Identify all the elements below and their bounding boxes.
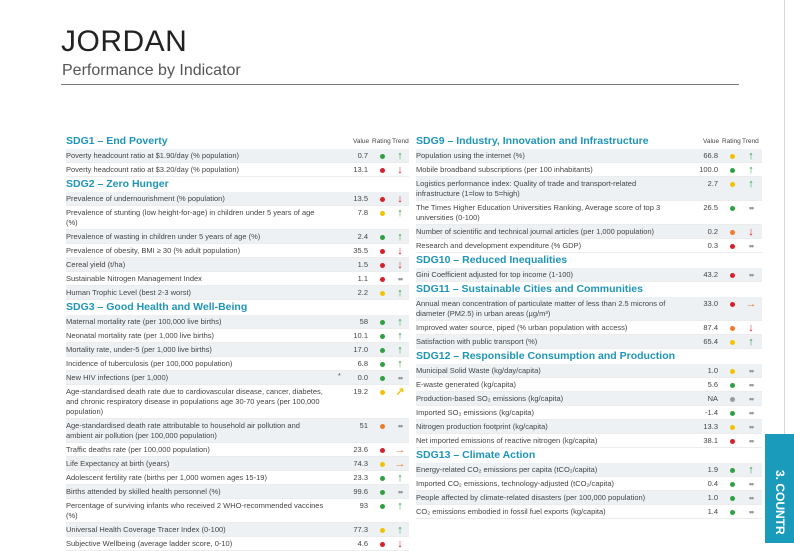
indicator-row [66,192,409,206]
trend-arrow-down-icon: ↓ [397,193,403,205]
indicator-value: 23.6 [353,445,368,454]
indicator-label: New HIV infections (per 1,000) [66,373,169,382]
indicator-value: 13.1 [353,165,368,174]
indicator-value: 0.0 [357,373,368,382]
trend-na-icon: •• [748,203,754,213]
indicator-value: 23.3 [353,473,368,482]
indicator-value: 17.0 [353,345,368,354]
trend-arrow-down-icon: ↓ [397,164,403,176]
trend-arrow-up-icon: ↑ [397,231,403,243]
indicator-row [416,268,762,282]
rating-dot-red [380,249,385,254]
sdg-heading: SDG3 – Good Health and Well-Being [66,301,248,313]
rating-dot-grey [730,397,735,402]
indicator-row [66,343,409,357]
indicator-value: -1.4 [705,408,718,417]
indicator-row [416,239,762,253]
indicator-row [66,457,409,471]
indicator-row [66,286,409,300]
trend-arrow-down-icon: ↓ [397,259,403,271]
rating-dot-yellow [730,154,735,159]
indicator-value: 10.1 [353,331,368,340]
indicator-label: Percentage of surviving infants who received 2 WHO-recommended vaccines (%) [66,501,324,520]
trend-column-header: Trend [392,138,409,145]
indicator-row [416,225,762,239]
indicator-row [416,406,762,420]
trend-na-icon: •• [397,274,403,284]
indicator-row [416,321,762,335]
trend-na-icon: •• [748,380,754,390]
rating-dot-yellow [730,369,735,374]
indicator-value: 2.2 [357,288,368,297]
trend-na-icon: •• [397,421,403,431]
trend-na-icon: •• [748,422,754,432]
indicator-label: Imported SO₂ emissions (kg/capita) [416,408,534,417]
rating-dot-red [380,263,385,268]
indicator-row [66,315,409,329]
rating-dot-green [730,411,735,416]
sdg-heading: SDG10 – Reduced Inequalities [416,254,568,266]
indicator-value: 66.8 [703,151,718,160]
indicator-row [66,258,409,272]
indicator-label: Population using the internet (%) [416,151,525,160]
value-column-header: Value [353,138,370,145]
indicator-value: 1.9 [707,465,718,474]
indicator-row [416,505,762,519]
indicator-value: 51 [359,421,368,430]
rating-dot-red [380,168,385,173]
sdg-heading: SDG2 – Zero Hunger [66,178,169,190]
trend-arrow-up-icon: ↑ [397,330,403,342]
trend-arrow-up-icon: ↑ [397,207,403,219]
indicator-row [416,297,762,321]
trend-arrow-down-icon: ↓ [748,226,754,238]
indicator-value: 19.2 [353,387,368,396]
indicator-row [416,491,762,505]
indicator-label: Research and development expenditure (% GDP) [416,241,582,250]
indicator-row [416,463,762,477]
rating-dot-red [730,273,735,278]
rating-dot-yellow [730,340,735,345]
indicator-label: Poverty headcount ratio at $3.20/day (% population) [66,165,240,174]
rating-dot-green [380,376,385,381]
indicator-value: 1.1 [357,274,368,283]
trend-arrow-up-icon: ↑ [397,287,403,299]
value-column-header: Value [703,138,720,145]
rating-dot-yellow [380,211,385,216]
trend-arrow-up-icon: ↑ [397,500,403,512]
trend-na-icon: •• [748,493,754,503]
indicator-label: Imported CO₂ emissions, technology-adjusted (tCO₂/capita) [416,479,614,488]
indicator-value: 58 [359,317,368,326]
title-divider [61,84,739,85]
trend-arrow-down-icon: ↓ [397,245,403,257]
indicator-value: 2.4 [357,232,368,241]
indicator-row [66,163,409,177]
trend-na-icon: •• [748,436,754,446]
column-headers [66,136,409,146]
trend-arrow-right-icon: → [394,444,406,456]
page-title: JORDAN [61,25,188,58]
indicator-value: 0.4 [707,479,718,488]
right-indicator-column [416,134,762,519]
indicator-row [416,378,762,392]
indicator-row [416,477,762,491]
rating-dot-green [730,206,735,211]
rating-dot-yellow [730,182,735,187]
rating-column-header: Rating [372,138,391,145]
trend-na-icon: •• [748,270,754,280]
sdg-heading: SDG13 – Climate Action [416,449,536,461]
trend-arrow-up-icon: ↑ [397,524,403,536]
rating-dot-yellow [380,291,385,296]
trend-na-icon: •• [748,479,754,489]
indicator-label: Gini Coefficient adjusted for top income (1-100) [416,270,574,279]
rating-dot-green [380,235,385,240]
rating-dot-red [730,439,735,444]
indicator-row [66,329,409,343]
indicator-value: 1.0 [707,493,718,502]
left-indicator-column [66,134,409,551]
section-side-tab-label: 3. COUNTR [773,470,787,535]
trend-arrow-up-icon: ↑ [397,472,403,484]
indicator-value: 1.4 [707,507,718,516]
indicator-row [416,163,762,177]
indicator-value: 1.5 [357,260,368,269]
indicator-label: CO₂ emissions embodied in fossil fuel exports (kg/capita) [416,507,606,516]
indicator-value: 65.4 [703,337,718,346]
indicator-row [66,230,409,244]
trend-arrow-down-icon: ↓ [748,322,754,334]
rating-dot-green [730,510,735,515]
indicator-row [66,206,409,230]
indicator-label: Municipal Solid Waste (kg/day/capita) [416,366,541,375]
indicator-value: 35.5 [353,246,368,255]
indicator-value: 38.1 [703,436,718,445]
trend-arrow-up-icon: ↑ [397,344,403,356]
indicator-label: Sustainable Nitrogen Management Index [66,274,202,283]
trend-arrow-right-icon: → [745,298,757,310]
indicator-value: 26.5 [703,203,718,212]
data-note-asterisk: * [338,373,341,380]
rating-dot-green [730,468,735,473]
indicator-row [66,523,409,537]
trend-arrow-up-icon: ↑ [748,150,754,162]
indicator-row [416,201,762,225]
trend-column-header: Trend [742,138,759,145]
indicator-label: E-waste generated (kg/capita) [416,380,517,389]
indicator-row [66,537,409,551]
indicator-row [66,385,409,419]
indicator-label: Nitrogen production footprint (kg/capita) [416,422,548,431]
rating-dot-yellow [380,462,385,467]
indicator-label: Energy-related CO₂ emissions per capita (tCO₂/capita) [416,465,598,474]
trend-arrow-up-icon: ↑ [748,336,754,348]
sdg-heading: SDG1 – End Poverty [66,135,168,147]
indicator-label: Prevalence of obesity, BMI ≥ 30 (% adult population) [66,246,241,255]
rating-dot-orange [730,326,735,331]
rating-dot-orange [380,424,385,429]
indicator-value: 77.3 [353,525,368,534]
rating-dot-green [380,490,385,495]
indicator-row [416,335,762,349]
trend-na-icon: •• [397,373,403,383]
indicator-row [66,471,409,485]
indicator-row [66,244,409,258]
trend-arrow-down-icon: ↓ [397,538,403,550]
trend-na-icon: •• [748,408,754,418]
trend-arrow-up-icon: ↑ [748,178,754,190]
rating-dot-red [730,302,735,307]
rating-dot-orange [730,230,735,235]
indicator-label: Mortality rate, under-5 (per 1,000 live births) [66,345,212,354]
sdg-heading: SDG9 – Industry, Innovation and Infrastructure [416,135,649,147]
indicator-value: 0.2 [707,227,718,236]
indicator-label: Adolescent fertility rate (births per 1,000 women ages 15-19) [66,473,267,482]
rating-dot-green [380,504,385,509]
indicator-label: Human Trophic Level (best 2-3 worst) [66,288,192,297]
indicator-row [66,499,409,523]
trend-na-icon: •• [748,241,754,251]
indicator-row [416,392,762,406]
indicator-value: 33.0 [703,299,718,308]
rating-dot-yellow [380,528,385,533]
page-subtitle: Performance by Indicator [62,62,241,79]
indicator-label: Prevalence of stunting (low height-for-age) in children under 5 years of age (%) [66,208,315,227]
trend-na-icon: •• [748,507,754,517]
indicator-value: 99.6 [353,487,368,496]
rating-dot-yellow [380,390,385,395]
indicator-value: 43.2 [703,270,718,279]
indicator-value: 13.3 [703,422,718,431]
trend-arrow-up-icon: ↑ [748,164,754,176]
indicator-value: 6.8 [357,359,368,368]
indicator-row [416,434,762,448]
indicator-label: Prevalence of wasting in children under 5 years of age (%) [66,232,261,241]
indicator-row [66,371,409,385]
indicator-label: Cereal yield (t/ha) [66,260,126,269]
indicator-row [66,149,409,163]
indicator-row [66,485,409,499]
indicator-label: People affected by climate-related disasters (per 100,000 population) [416,493,646,502]
trend-na-icon: •• [748,366,754,376]
rating-dot-green [380,320,385,325]
indicator-value: 74.3 [353,459,368,468]
indicator-label: Annual mean concentration of particulate matter of less than 2.5 microns of diameter (PM2.5) in urban areas (μg/m³) [416,299,666,318]
indicator-row [66,357,409,371]
indicator-label: Maternal mortality rate (per 100,000 live births) [66,317,222,326]
rating-dot-green [730,482,735,487]
indicator-label: Poverty headcount ratio at $1.90/day (% population) [66,151,240,160]
indicator-label: Logistics performance index: Quality of trade and transport-related infrastructure (1=low to 5=high) [416,179,637,198]
rating-dot-green [380,154,385,159]
indicator-label: Age-standardised death rate due to cardiovascular disease, cancer, diabetes, and chronic respiratory disease in populations age 30-70 years (per 100,000 population) [66,387,323,416]
indicator-value: 93 [359,501,368,510]
rating-dot-green [730,168,735,173]
trend-na-icon: •• [748,394,754,404]
trend-arrow-up-icon: ↑ [397,316,403,328]
indicator-value: 100.0 [699,165,718,174]
rating-dot-green [380,476,385,481]
indicator-label: Improved water source, piped (% urban population with access) [416,323,628,332]
rating-column-header: Rating [722,138,741,145]
rating-dot-red [380,197,385,202]
indicator-label: Universal Health Coverage Tracer Index (0-100) [66,525,226,534]
indicator-label: Prevalence of undernourishment (% population) [66,194,225,203]
rating-dot-green [380,348,385,353]
indicator-label: Incidence of tuberculosis (per 100,000 population) [66,359,233,368]
indicator-value: 0.3 [707,241,718,250]
rating-dot-yellow [730,425,735,430]
trend-arrow-right-icon: → [394,458,406,470]
rating-dot-red [380,277,385,282]
trend-arrow-up-right-icon: ↗ [395,386,405,398]
indicator-value: NA [707,394,718,403]
indicator-value: 7.8 [357,208,368,217]
indicator-label: Neonatal mortality rate (per 1,000 live births) [66,331,214,340]
rating-dot-green [730,496,735,501]
indicator-label: Production-based SO₂ emissions (kg/capita) [416,394,564,403]
sdg-heading: SDG12 – Responsible Consumption and Production [416,350,676,362]
indicator-row [416,420,762,434]
rating-dot-red [730,244,735,249]
indicator-value: 2.7 [707,179,718,188]
indicator-value: 4.6 [357,539,368,548]
column-headers [416,136,762,146]
indicator-label: The Times Higher Education Universities Ranking, Average score of top 3 universities (0-100) [416,203,661,222]
trend-arrow-up-icon: ↑ [397,150,403,162]
indicator-row [66,443,409,457]
rating-dot-green [730,383,735,388]
indicator-label: Net imported emissions of reactive nitrogen (kg/capita) [416,436,598,445]
indicator-row [66,419,409,443]
indicator-row [66,272,409,286]
rating-dot-red [380,448,385,453]
trend-arrow-up-icon: ↑ [748,464,754,476]
indicator-label: Satisfaction with public transport (%) [416,337,538,346]
indicator-value: 5.6 [707,380,718,389]
indicator-label: Mobile broadband subscriptions (per 100 inhabitants) [416,165,593,174]
indicator-label: Births attended by skilled health personnel (%) [66,487,221,496]
indicator-row [416,177,762,201]
indicator-label: Life Expectancy at birth (years) [66,459,170,468]
indicator-row [416,364,762,378]
sdg-heading: SDG11 – Sustainable Cities and Communities [416,283,643,295]
indicator-label: Traffic deaths rate (per 100,000 population) [66,445,210,454]
indicator-value: 0.7 [357,151,368,160]
rating-dot-green [380,362,385,367]
indicator-value: 1.0 [707,366,718,375]
rating-dot-green [380,334,385,339]
trend-na-icon: •• [397,487,403,497]
indicator-row [416,149,762,163]
indicator-value: 13.5 [353,194,368,203]
indicator-label: Number of scientific and technical journal articles (per 1,000 population) [416,227,655,236]
indicator-value: 87.4 [703,323,718,332]
indicator-label: Age-standardised death rate attributable to household air pollution and ambient air pollution (per 100,000 population) [66,421,300,440]
trend-arrow-up-icon: ↑ [397,358,403,370]
indicator-label: Subjective Wellbeing (average ladder score, 0-10) [66,539,233,548]
